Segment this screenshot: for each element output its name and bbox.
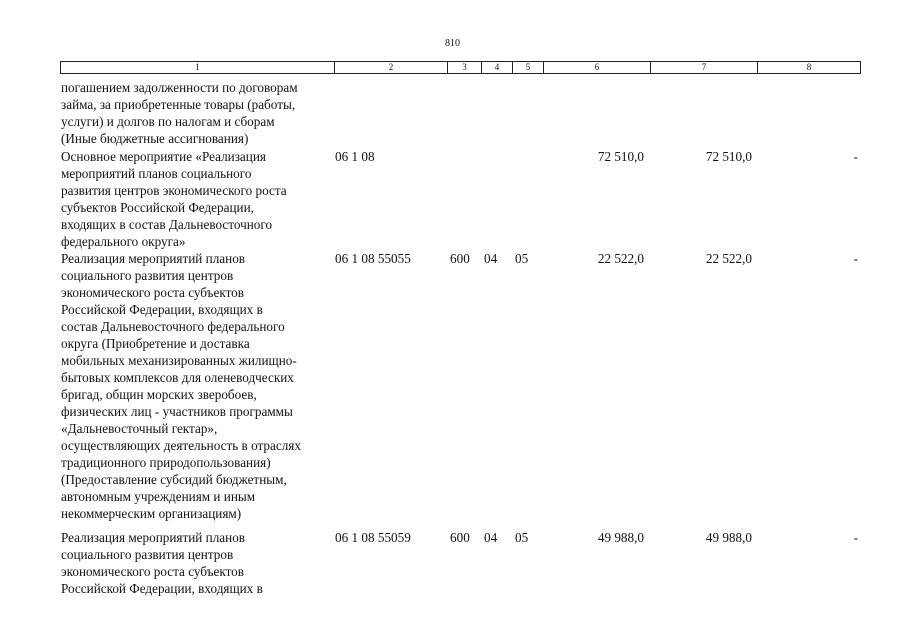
row-name-line: бытовых комплексов для оленеводческих bbox=[61, 370, 294, 385]
col-header-2: 2 bbox=[335, 62, 448, 74]
row-name-line: Реализация мероприятий планов bbox=[61, 530, 246, 545]
row-value-col7: 49 988,0 bbox=[705, 530, 752, 545]
row-name-line: округа (Приобретение и доставка bbox=[61, 336, 250, 351]
row-value-col8: - bbox=[853, 149, 858, 164]
row-name-line: «Дальневосточный гектар», bbox=[61, 421, 218, 436]
row-name-line: (Предоставление субсидий бюджетным, bbox=[61, 472, 287, 487]
row-name-line: социального развития центров bbox=[61, 268, 234, 283]
row-podrazdel: 05 bbox=[515, 530, 529, 545]
row-value-col6: 49 988,0 bbox=[597, 530, 644, 545]
row-code: 06 1 08 55055 bbox=[335, 251, 411, 266]
row-name-line: экономического роста субъектов bbox=[61, 564, 245, 579]
row-name-line: автономным учреждениям и иным bbox=[61, 489, 256, 504]
row-value-col6: 22 522,0 bbox=[597, 251, 644, 266]
row-name-line: погашением задолженности по договорам bbox=[61, 80, 298, 95]
row-name-line: состав Дальневосточного федерального bbox=[61, 319, 285, 334]
row-name-line: входящих в состав Дальневосточного bbox=[61, 217, 273, 232]
row-name-line: займа, за приобретенные товары (работы, bbox=[61, 97, 296, 112]
row-name-line: физических лиц - участников программы bbox=[61, 404, 293, 419]
row-value-col7: 22 522,0 bbox=[705, 251, 752, 266]
row-name-line: услуги) и долгов по налогам и сборам bbox=[61, 114, 275, 129]
column-number-header bbox=[60, 61, 861, 74]
row-razdel: 04 bbox=[484, 530, 498, 545]
row-code: 06 1 08 bbox=[335, 149, 375, 164]
row-name-line: традиционного природопользования) bbox=[61, 455, 271, 470]
row-name-line: мероприятий планов социального bbox=[61, 166, 252, 181]
row-name bbox=[61, 79, 339, 147]
row-value-col6: 72 510,0 bbox=[597, 149, 644, 164]
row-razdel: 04 bbox=[484, 251, 498, 266]
row-name-line: (Иные бюджетные ассигнования) bbox=[61, 131, 249, 146]
row-name bbox=[61, 529, 339, 597]
row-name-line: бригад, общин морских зверобоев, bbox=[61, 387, 257, 402]
row-group: 600 bbox=[450, 251, 470, 266]
row-name bbox=[61, 250, 339, 522]
row-name bbox=[61, 148, 339, 250]
row-group: 600 bbox=[450, 530, 470, 545]
col-header-4: 4 bbox=[482, 62, 513, 74]
row-value-col8: - bbox=[853, 251, 858, 266]
row-name-line: Основное мероприятие «Реализация bbox=[61, 149, 266, 164]
page-number: 810 bbox=[445, 38, 460, 49]
row-value-col8: - bbox=[853, 530, 858, 545]
row-name-line: федерального округа» bbox=[61, 234, 186, 249]
col-header-7: 7 bbox=[651, 62, 758, 74]
row-name-line: социального развития центров bbox=[61, 547, 234, 562]
row-name-line: некоммерческим организациям) bbox=[61, 506, 242, 521]
row-podrazdel: 05 bbox=[515, 251, 529, 266]
row-name-line: осуществляющих деятельность в отраслях bbox=[61, 438, 301, 453]
row-name-line: экономического роста субъектов bbox=[61, 285, 245, 300]
row-name-line: мобильных механизированных жилищно- bbox=[61, 353, 297, 368]
row-value-col7: 72 510,0 bbox=[705, 149, 752, 164]
row-name-line: Реализация мероприятий планов bbox=[61, 251, 246, 266]
col-header-3: 3 bbox=[448, 62, 482, 74]
col-header-6: 6 bbox=[544, 62, 651, 74]
row-name-line: субъектов Российской Федерации, bbox=[61, 200, 254, 215]
row-code: 06 1 08 55059 bbox=[335, 530, 411, 545]
row-name-line: Российской Федерации, входящих в bbox=[61, 302, 263, 317]
row-name-line: Российской Федерации, входящих в bbox=[61, 581, 263, 596]
col-header-5: 5 bbox=[513, 62, 544, 74]
col-header-1: 1 bbox=[61, 62, 335, 74]
row-name-line: развития центров экономического роста bbox=[61, 183, 287, 198]
col-header-8: 8 bbox=[758, 62, 861, 74]
